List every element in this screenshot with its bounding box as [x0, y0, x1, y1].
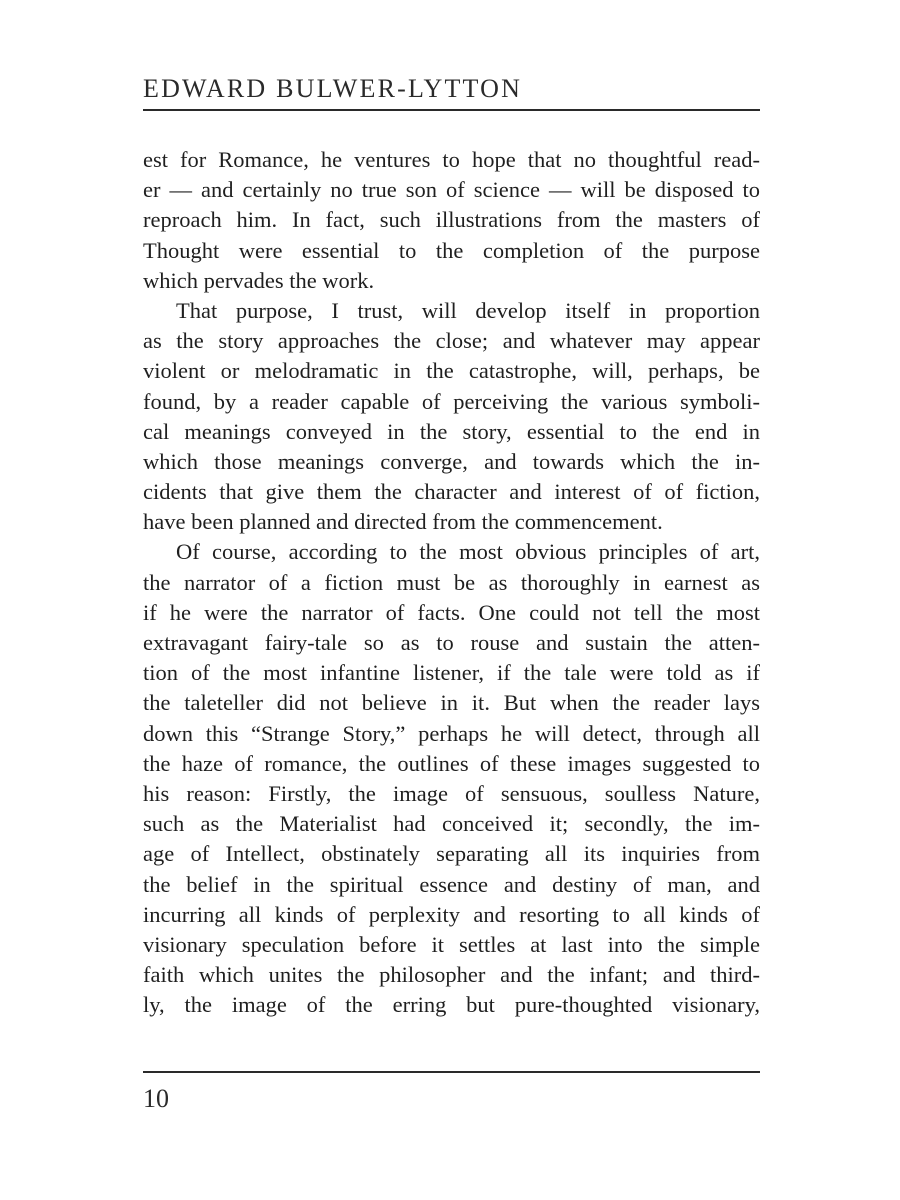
text-line: tion of the most infantine listener, if the tale were told as if: [143, 660, 760, 686]
text-line: est for Romance, he ventures to hope that no thoughtful read-: [143, 147, 760, 172]
text-line: such as the Materialist had conceived it; secondly, the im-: [143, 811, 760, 837]
text-line: if he were the narrator of facts. One could not tell the most: [143, 599, 760, 625]
text-line: extravagant fairy-tale so as to rouse and sustain the atten-: [143, 630, 760, 655]
text-line: found, by a reader capable of perceiving the various symboli-: [143, 388, 760, 414]
text-line: er — and certainly no true son of science — will be disposed to: [143, 177, 760, 203]
text-line: down this “Strange Story,” perhaps he will detect, through all: [143, 720, 760, 746]
body-text: [143, 145, 760, 1020]
text-line: the haze of romance, the outlines of these images suggested to: [143, 750, 760, 776]
text-line: Of course, according to the most obvious principles of art,: [176, 539, 760, 565]
text-line: That purpose, I trust, will develop itself in proportion: [176, 297, 760, 323]
text-line: reproach him. In fact, such illustrations from the masters of: [143, 207, 760, 233]
text-line: cal meanings conveyed in the story, essential to the end in: [143, 418, 760, 444]
text-line: age of Intellect, obstinately separating all its inquiries from: [143, 841, 760, 867]
text-line: his reason: Firstly, the image of sensuous, soulless Nature,: [143, 780, 760, 806]
text-line: the narrator of a fiction must be as thoroughly in earnest as: [143, 569, 760, 595]
text-line: have been planned and directed from the commencement.: [143, 509, 663, 535]
text-line: visionary speculation before it settles at last into the simple: [143, 931, 760, 957]
text-line: as the story approaches the close; and whatever may appear: [143, 328, 760, 354]
text-line: incurring all kinds of perplexity and resorting to all kinds of: [143, 901, 760, 927]
text-line: violent or melodramatic in the catastrophe, will, perhaps, be: [143, 358, 760, 384]
text-line: which those meanings converge, and towards which the in-: [143, 448, 760, 474]
text-line: the taleteller did not believe in it. But when the reader lays: [143, 690, 760, 716]
page-number: 10: [143, 1084, 169, 1113]
text-line: faith which unites the philosopher and the infant; and third-: [143, 962, 760, 988]
running-head: EDWARD BULWER-LYTTON: [143, 74, 523, 103]
text-line: which pervades the work.: [143, 267, 375, 293]
footer-rule: [143, 1071, 760, 1073]
header-rule: [143, 109, 760, 111]
text-line: cidents that give them the character and interest of of fiction,: [143, 479, 760, 505]
text-line: ly, the image of the erring but pure-thoughted visionary,: [143, 992, 760, 1018]
text-line: the belief in the spiritual essence and destiny of man, and: [143, 871, 760, 897]
text-line: Thought were essential to the completion of the purpose: [143, 237, 760, 263]
